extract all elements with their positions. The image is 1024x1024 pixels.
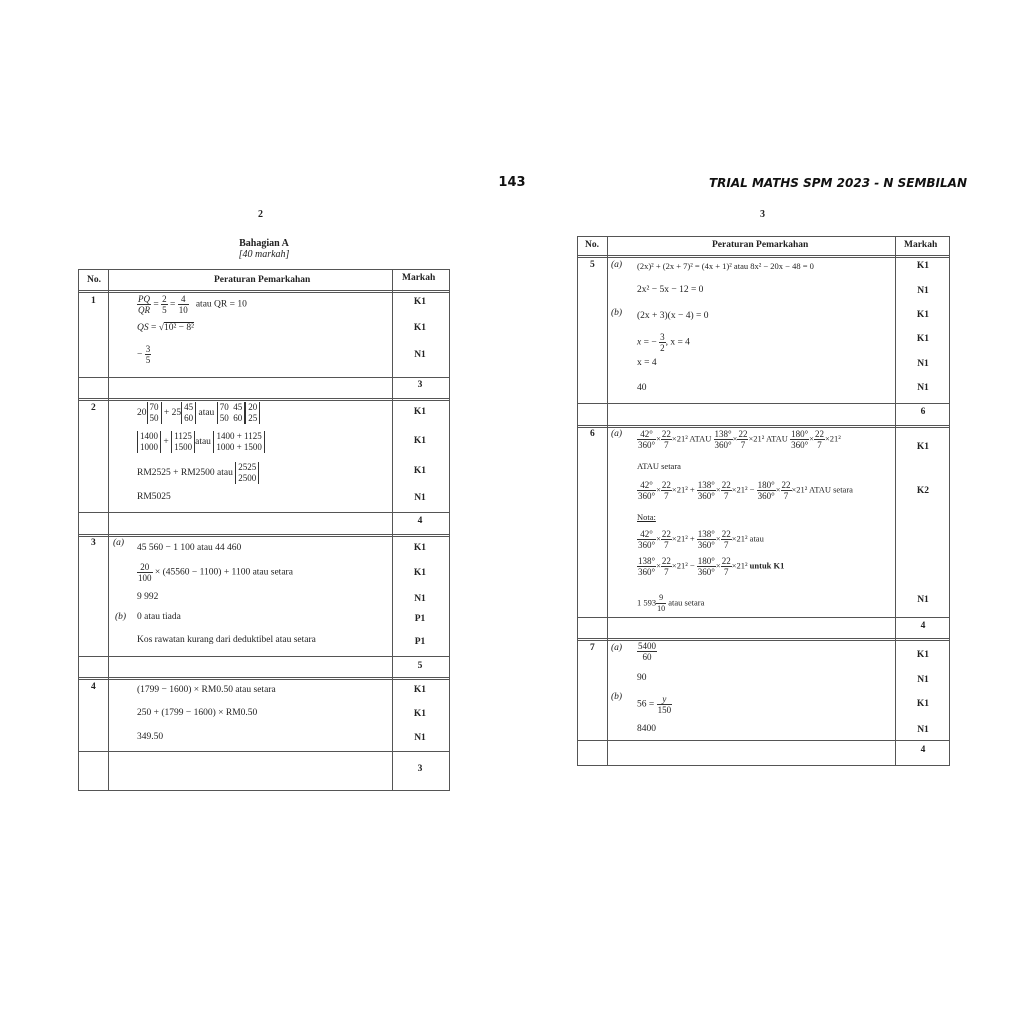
q3-number: 3 <box>91 538 96 548</box>
q3-line4: 0 atau tiada <box>137 612 181 622</box>
q6-total: 4 <box>920 621 926 631</box>
q5-mark2: N1 <box>917 286 929 296</box>
section-title: Bahagian A <box>239 238 289 249</box>
q5-mark5: N1 <box>917 359 929 369</box>
q7-total: 4 <box>920 745 926 755</box>
col-header-no-right: No. <box>585 240 599 250</box>
q4-line2: 250 + (1799 − 1600) × RM0.50 <box>137 708 258 718</box>
q7-mark1: K1 <box>916 650 930 660</box>
q6-line3: $\frac{42^\circ}{360^\circ}$ × $\frac{22}{7}$ ×21² + $\frac{138^\circ}{360^\circ}$ × $\frac{22}{7}$ ×21² − $\frac{180^\circ}{360^\circ}$ × $\frac{22}{7}$ ×21² ATAU setara <box>638 480 853 501</box>
q7-part-a: (a) <box>611 643 623 653</box>
q1-mark1: K1 <box>413 297 427 307</box>
section-heading <box>78 238 450 260</box>
q4-mark3: N1 <box>414 733 426 743</box>
q5-total: 6 <box>920 407 926 417</box>
q3-mark1: K1 <box>413 543 427 553</box>
q3-line3: 9 992 <box>137 592 159 602</box>
q7-mark2: N1 <box>917 675 929 685</box>
q5-line3: (2x + 3)(x − 4) = 0 <box>637 311 709 321</box>
q7-line2: 90 <box>637 673 647 683</box>
right-page-number: 3 <box>760 209 765 220</box>
q6-mark1: K1 <box>916 442 930 452</box>
document-title: TRIAL MATHS SPM 2023 - N SEMBILAN <box>708 176 967 190</box>
q3-total: 5 <box>417 661 423 671</box>
right-marking-table <box>577 236 950 766</box>
q5-mark4: K1 <box>916 334 930 344</box>
q5-line5: x = 4 <box>637 358 657 368</box>
q7-part-b: (b) <box>611 692 623 702</box>
q6-number: 6 <box>590 429 595 439</box>
q4-line1: (1799 − 1600) × RM0.50 atau setara <box>137 685 276 695</box>
q3-part-a: (a) <box>113 538 125 548</box>
q7-number: 7 <box>590 643 595 653</box>
col-header-marks: Markah <box>402 273 436 283</box>
q3-mark2: K1 <box>413 568 427 578</box>
q4-mark2: K1 <box>413 709 427 719</box>
q2-total: 4 <box>417 516 423 526</box>
q5-mark1: K1 <box>916 261 930 271</box>
left-page-number: 2 <box>258 209 263 220</box>
q3-line5: Kos rawatan kurang dari deduktibel atau setara <box>137 635 316 645</box>
q2-line1: 2070 50 + 2545 60 atau 70 45 50 6020 25 <box>137 402 260 424</box>
q2-line2: 1400 1000 + 1125 1500 atau 1400 + 1125 1000 + 1500 <box>137 431 265 453</box>
q7-mark3: K1 <box>916 699 930 709</box>
q7-line3: 56 = $\frac{y}{150}$ <box>637 694 672 715</box>
q5-mark3: K1 <box>916 310 930 320</box>
q6-line5: $\frac{138^\circ}{360^\circ}$ × $\frac{22}{7}$ ×21² − $\frac{180^\circ}{360^\circ}$ × $\frac{22}{7}$ ×21² untuk K1 <box>638 556 785 577</box>
page-number: 143 <box>498 175 526 190</box>
col-header-marks-right: Markah <box>904 240 938 250</box>
q1-number: 1 <box>91 296 96 306</box>
q4-line3: 349.50 <box>137 732 164 742</box>
q6-mark3: N1 <box>917 595 929 605</box>
q5-line4: x = − $\frac{3}{2}$ , x = 4 <box>637 332 690 353</box>
q7-line4: 8400 <box>637 724 656 734</box>
q3-part-b: (b) <box>115 612 127 622</box>
q2-mark1: K1 <box>413 407 427 417</box>
q1-line3: − $\frac{3}{5}$ <box>137 344 151 365</box>
q1-line2: QS = √10² − 8² <box>137 323 195 333</box>
q4-mark1: K1 <box>413 685 427 695</box>
q3-line1: 45 560 − 1 100 atau 44 460 <box>137 543 242 553</box>
col-header-rules-right: Peraturan Pemarkahan <box>712 240 809 250</box>
q7-line1: $\frac{5400}{60}$ <box>638 641 656 662</box>
q4-total: 3 <box>417 764 423 774</box>
q1-mark2: K1 <box>413 323 427 333</box>
col-header-no: No. <box>87 275 101 285</box>
q5-line2: 2x² − 5x − 12 = 0 <box>637 285 704 295</box>
q5-line1: (2x)² + (2x + 7)² = (4x + 1)² atau 8x² − 20x − 48 = 0 <box>637 261 814 271</box>
q5-mark6: N1 <box>917 383 929 393</box>
q1-line1: $\frac{PQ}{QR}$ = $\frac{2}{5}$ = $\frac{4}{10}$ atau QR = 10 <box>138 294 247 315</box>
q6-line2: ATAU setara <box>637 461 681 471</box>
left-marking-table <box>78 269 450 791</box>
section-marks: [40 markah] <box>238 249 290 260</box>
q6-answer: 1 593 $\frac{9}{10}$ atau setara <box>637 593 705 613</box>
q6-nota: Nota: <box>637 512 656 522</box>
q4-number: 4 <box>91 682 96 692</box>
q2-number: 2 <box>91 403 96 413</box>
q6-part-a: (a) <box>611 429 623 439</box>
q2-mark2: K1 <box>413 436 427 446</box>
q3-mark3: N1 <box>414 594 426 604</box>
q1-mark3: N1 <box>414 350 426 360</box>
q6-line1: $\frac{42^\circ}{360^\circ}$ × $\frac{22}{7}$ ×21² ATAU $\frac{138^\circ}{360^\circ}$ × $\frac{22}{7}$ ×21² ATAU $\frac{180^\circ}{360^\circ}$ × $\frac{22}{7}$ ×21² <box>638 429 841 450</box>
q2-line3: RM2525 + RM2500 atau 2525 2500 <box>137 462 259 484</box>
col-header-rules: Peraturan Pemarkahan <box>214 275 311 285</box>
q2-mark4: N1 <box>414 493 426 503</box>
q2-line4: RM5025 <box>137 492 171 502</box>
q5-part-b: (b) <box>611 308 623 318</box>
q6-line4: $\frac{42^\circ}{360^\circ}$ × $\frac{22}{7}$ ×21² + $\frac{138^\circ}{360^\circ}$ × $\frac{22}{7}$ ×21² atau <box>638 529 764 550</box>
q5-line6: 40 <box>637 383 647 393</box>
q3-mark5: P1 <box>414 637 426 647</box>
q5-part-a: (a) <box>611 260 623 270</box>
q3-line2: $\frac{20}{100}$ × (45560 − 1100) + 1100 atau setara <box>138 562 293 583</box>
q7-mark4: N1 <box>917 725 929 735</box>
q3-mark4: P1 <box>414 614 426 624</box>
q1-total: 3 <box>417 380 423 390</box>
q2-mark3: K1 <box>413 466 427 476</box>
q5-number: 5 <box>590 260 595 270</box>
q6-mark2: K2 <box>916 486 930 496</box>
